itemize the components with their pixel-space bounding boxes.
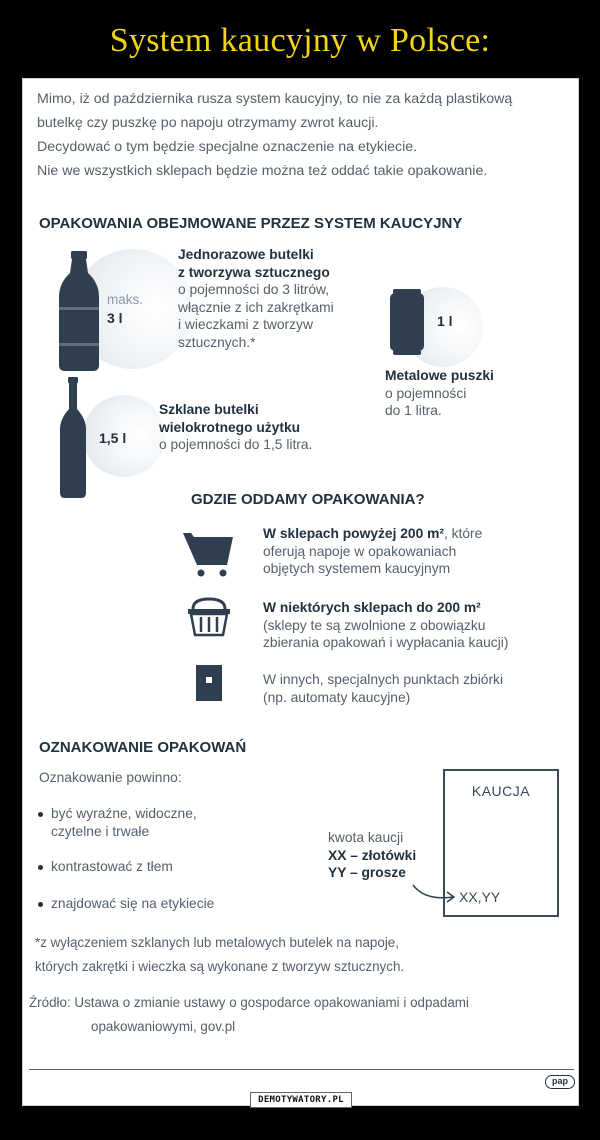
return-item-collection-points	[263, 671, 563, 706]
bullet-line: być wyraźne, widoczne,	[51, 806, 197, 821]
yy-label: YY – grosze	[328, 865, 406, 880]
plastic-title-line: Jednorazowe butelki	[178, 247, 314, 262]
return-item-desc: (np. automaty kaucyjne)	[263, 689, 411, 705]
deposit-box-title: KAUCJA	[471, 783, 531, 799]
plastic-volume: 3 l	[107, 310, 123, 326]
plastic-desc-line: sztucznych.*	[178, 334, 256, 350]
glass-desc-line: o pojemności do 1,5 litra.	[159, 437, 313, 452]
footnote	[35, 931, 565, 979]
glass-description	[159, 401, 379, 454]
glass-bottle-icon	[58, 377, 88, 499]
footnote-line: których zakrętki i wieczka są wykonane z tworzyw sztucznych.	[35, 959, 405, 974]
source-line: opakowaniowymi, gov.pl	[91, 1019, 236, 1034]
intro-text	[37, 87, 572, 183]
cart-icon	[183, 527, 235, 579]
page-title: System kaucyjny w Polsce:	[109, 22, 491, 59]
plastic-desc-line: włącznie z ich zakrętkami	[178, 299, 334, 315]
watermark: DEMOTYWATORY.PL	[250, 1092, 352, 1108]
glass-title-line: wielokrotnego użytku	[159, 419, 301, 435]
return-heading: GDZIE ODDAMY OPAKOWANIA?	[191, 491, 425, 508]
pap-logo: pap	[545, 1075, 575, 1089]
return-item-desc: (sklepy te są zwolnione z obowiązku	[263, 617, 486, 633]
source-line: Źródło: Ustawa o zmianie ustawy o gospodarce opakowaniami i odpadami	[29, 995, 469, 1010]
return-item-desc: zbierania opakowań i wypłacania kaucji)	[263, 635, 509, 650]
divider	[29, 1069, 574, 1070]
can-title: Metalowe puszki	[385, 368, 494, 383]
plastic-desc-line: i wieczkami z tworzyw	[178, 317, 313, 332]
list-item	[37, 858, 277, 876]
return-item-small-shops	[263, 599, 568, 652]
can-icon	[389, 289, 425, 355]
intro-line: Mimo, iż od października rusza system kaucyjny, to nie za każdą plastikową	[37, 91, 513, 107]
list-item	[37, 805, 277, 840]
plastic-bottle-icon	[57, 251, 101, 373]
intro-line: butelkę czy puszkę po napoju otrzymamy zwrot kaucji.	[37, 115, 379, 131]
bullet-line: kontrastować z tłem	[51, 859, 173, 874]
can-volume: 1 l	[437, 313, 453, 329]
list-item	[37, 895, 277, 913]
footnote-line: *z wyłączeniem szklanych lub metalowych butelek na napoje,	[35, 935, 399, 950]
can-desc-line: do 1 litra.	[385, 403, 442, 418]
deposit-box-value: XX,YY	[459, 889, 501, 905]
packaging-heading: OPAKOWANIA OBEJMOWANE PRZEZ SYSTEM KAUCYJNY	[39, 215, 463, 232]
glass-volume: 1,5 l	[99, 430, 127, 446]
can-description	[385, 367, 565, 420]
bullet-line: znajdować się na etykiecie	[51, 895, 215, 911]
vending-machine-icon	[195, 665, 223, 701]
basket-icon	[187, 597, 231, 637]
glass-title-line: Szklane butelki	[159, 402, 259, 417]
return-item-desc: W innych, specjalnych punktach zbiórki	[263, 672, 504, 687]
deposit-label: kwota kaucji	[328, 830, 404, 845]
return-item-title: W niektórych sklepach do 200 m²	[263, 600, 481, 615]
labeling-heading: OZNAKOWANIE OPAKOWAŃ	[39, 739, 247, 756]
source	[29, 991, 574, 1039]
return-item-desc: oferują napoje w opakowaniach	[263, 543, 457, 559]
labeling-requirements	[37, 805, 277, 912]
return-item-desc: objętych systemem kaucyjnym	[263, 561, 451, 576]
plastic-max-label: maks.	[107, 292, 144, 307]
bullet-line: czytelne i trwałe	[51, 823, 150, 839]
can-desc-line: o pojemności	[385, 385, 467, 401]
infographic-panel	[22, 78, 579, 1106]
xx-label: XX – złotówki	[328, 847, 417, 863]
return-item-large-shops	[263, 525, 563, 578]
deposit-label-box	[443, 769, 559, 917]
plastic-title-line: z tworzywa sztucznego	[178, 264, 330, 280]
labeling-intro: Oznakowanie powinno:	[39, 770, 182, 785]
plastic-desc-line: o pojemności do 3 litrów,	[178, 282, 330, 297]
plastic-description	[178, 246, 378, 351]
intro-line: Nie we wszystkich sklepach będzie można też oddać takie opakowanie.	[37, 163, 488, 179]
return-item-title-rest: , które	[443, 526, 483, 541]
return-item-title: W sklepach powyżej 200 m²	[263, 526, 444, 541]
intro-line: Decydować o tym będzie specjalne oznaczenie na etykiecie.	[37, 139, 418, 155]
deposit-explanation	[328, 829, 448, 882]
